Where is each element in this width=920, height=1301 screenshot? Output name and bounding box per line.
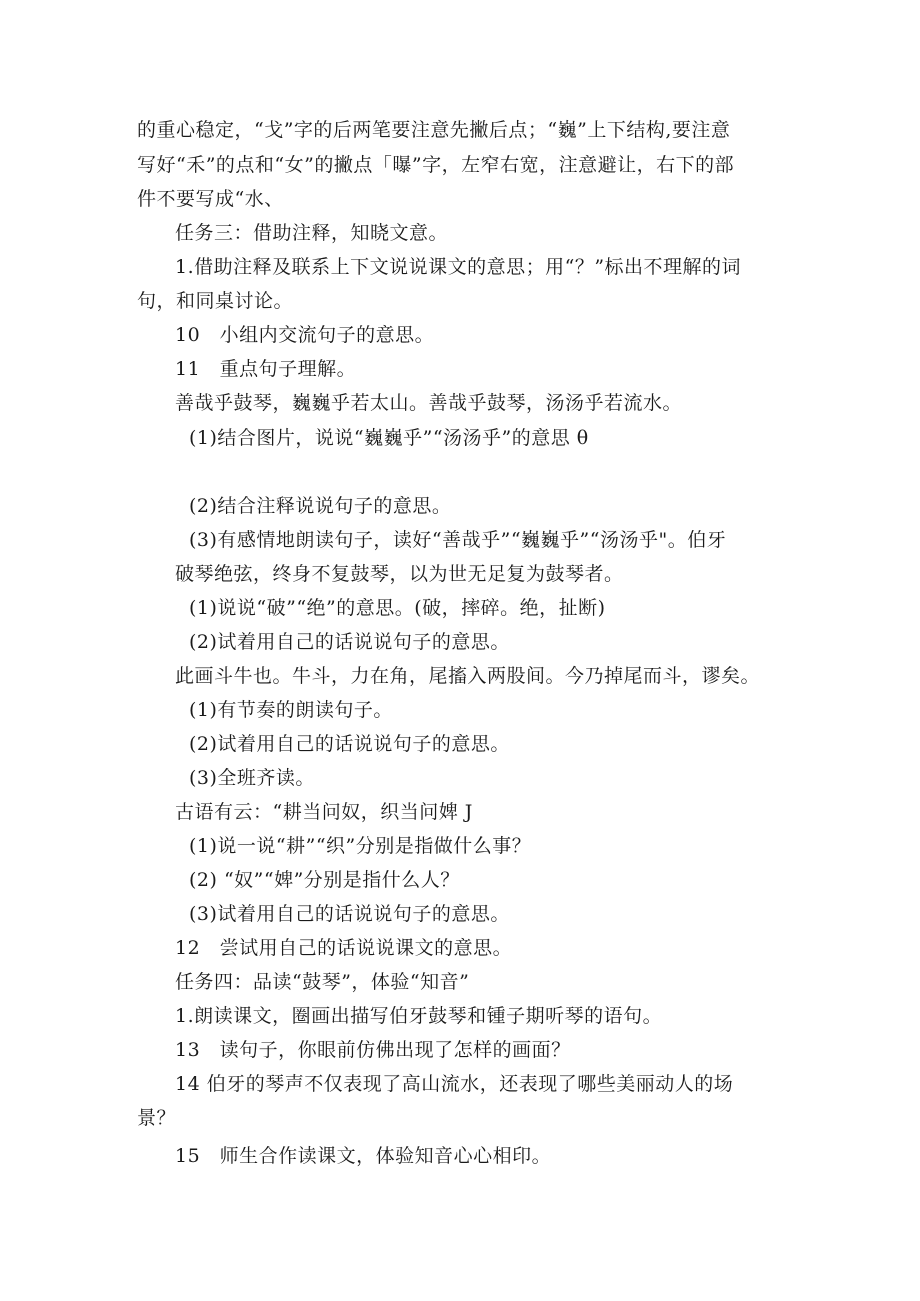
text-line: 件不要写成“水、 <box>137 188 284 210</box>
text-line: 1.借助注释及联系上下文说说课文的意思；用“？”标出不理解的词 <box>175 256 742 278</box>
sub-item: (1)结合图片，说说“巍巍乎”“汤汤乎”的意思 θ <box>189 427 589 449</box>
sub-item: (3)有感情地朗读句子，读好“善哉乎”“巍巍乎”“汤汤乎"。伯牙 <box>189 529 727 551</box>
text-line: 1.朗读课文，圈画出描写伯牙鼓琴和锺子期听琴的语句。 <box>175 1005 663 1027</box>
section-heading: 任务四：品读“鼓琴”，体验“知音” <box>175 971 470 993</box>
sub-item: (2)试着用自己的话说说句子的意思。 <box>189 631 510 653</box>
sub-item: (3)试着用自己的话说说句子的意思。 <box>189 903 510 925</box>
sub-item: (1)说一说“耕”“织”分别是指做什么事？ <box>189 835 532 857</box>
classical-quote: 善哉乎鼓琴，巍巍乎若太山。善哉乎鼓琴，汤汤乎若流水。 <box>175 392 683 414</box>
sub-item: (1)说说“破”“绝”的意思。(破，摔碎。绝，扯断) <box>189 597 606 619</box>
sub-item: (1)有节奏的朗读句子。 <box>189 699 393 721</box>
section-heading: 任务三：借助注释，知晓文意。 <box>175 222 449 244</box>
sub-item: (2)结合注释说说句子的意思。 <box>189 495 452 517</box>
list-item: 12 尝试用自己的话说说课文的意思。 <box>175 937 513 959</box>
text-line: 的重心稳定，“戈”字的后两笔要注意先撇后点；“巍”上下结构,要注意 <box>137 119 731 141</box>
list-item: 14 伯牙的琴声不仅表现了高山流水，还表现了哪些美丽动人的场 <box>175 1073 734 1095</box>
classical-quote: 此画斗牛也。牛斗，力在角，尾搐入两股间。今乃掉尾而斗，谬矣。 <box>175 665 761 687</box>
list-item: 11 重点句子理解。 <box>175 358 357 380</box>
sub-item: (3)全班齐读。 <box>189 767 315 789</box>
sub-item: (2) “奴”“婢”分别是指什么人？ <box>189 869 460 891</box>
list-item: 15 师生合作读课文，体验知音心心相印。 <box>175 1145 552 1167</box>
classical-quote: 破琴绝弦，终身不复鼓琴，以为世无足复为鼓琴者。 <box>175 563 624 585</box>
sub-item: (2)试着用自己的话说说句子的意思。 <box>189 733 510 755</box>
list-item: 10 小组内交流句子的意思。 <box>175 324 435 346</box>
list-item: 13 读句子，你眼前仿佛出现了怎样的画面？ <box>175 1039 571 1061</box>
text-line: 景？ <box>137 1107 177 1129</box>
text-line: 句，和同桌讨论。 <box>137 290 294 312</box>
classical-quote: 古语有云：“耕当问奴，织当问婢 J <box>175 801 473 823</box>
text-line: 写好“禾”的点和“女”的撇点「曝”字，左窄右宽，注意避让，右下的部 <box>137 154 735 176</box>
